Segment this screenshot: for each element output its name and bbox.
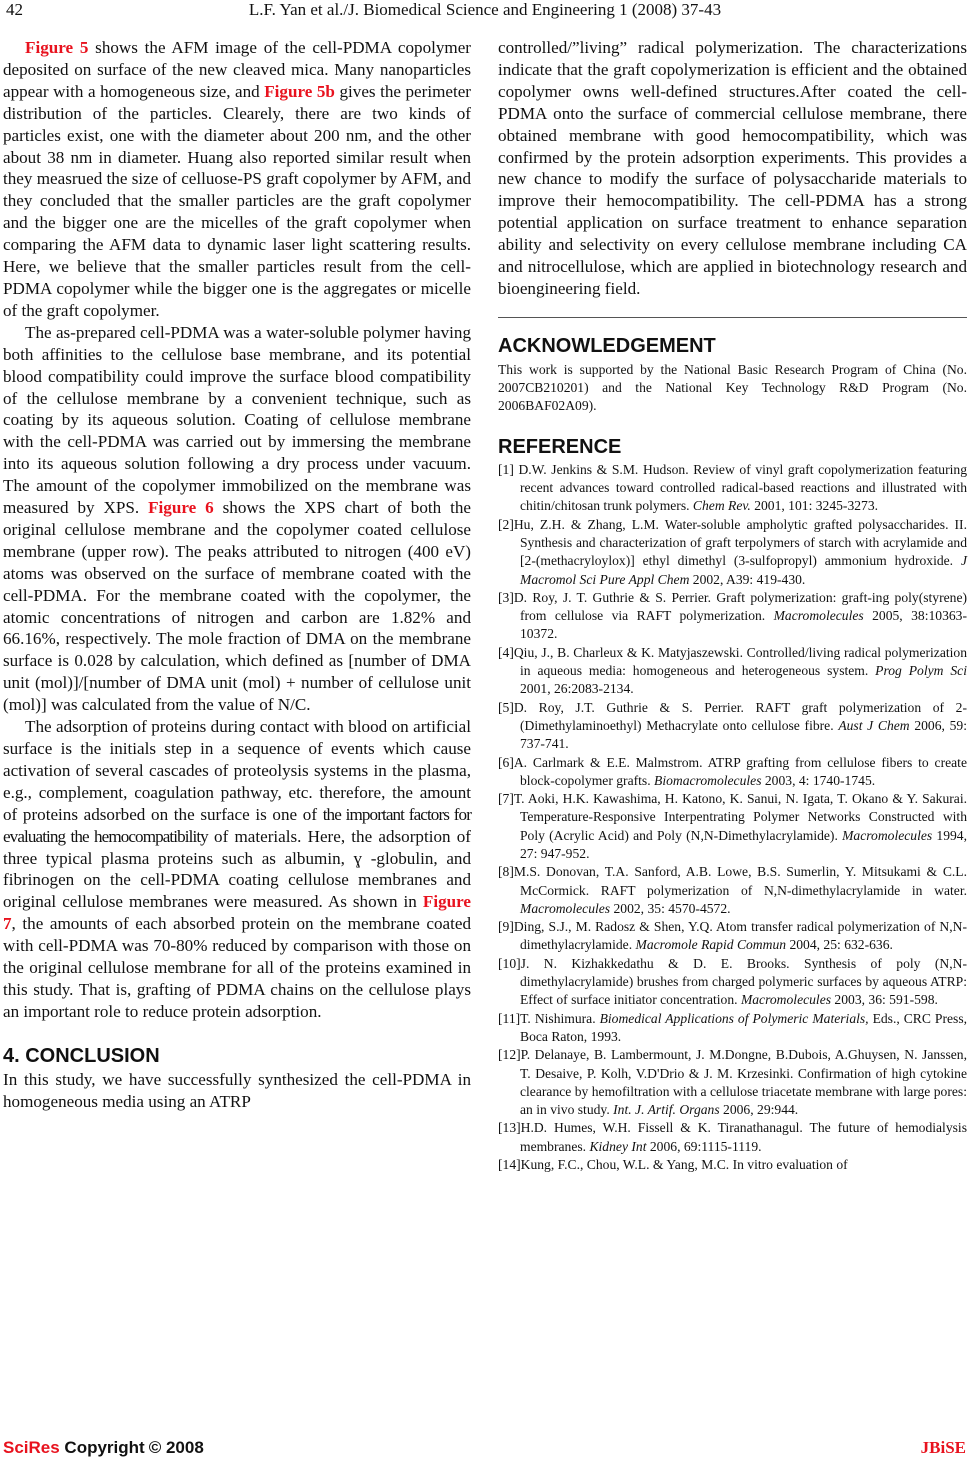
paragraph-text: The adsorption of proteins during contact with blood on artificial surface is the initials step in a sequence of events which cause activation of several cascades of proteolysis systems in the plasma, e.g., complement, coagulation pathway, etc. therefore, the amount of proteins adsorbed on the surface is one of bbox=[3, 717, 471, 824]
reference-item bbox=[498, 1156, 967, 1174]
figure-5-link[interactable]: Figure 5 bbox=[25, 38, 89, 57]
paragraph-text: gives the perimeter distribution of the particles. Clearely, there are two kinds of particles exist, one with the diameter about 200 nm, and the other about 38 nm in diameter. Huang also reported similar result when they measrued the size of celluose-PS graft copolymer by AFM, and they concluded that the smaller particles are the graft copolymer and the bigger one are the micelles of the graft copolymer when comparing the AFM data to dynamic laser light scattering results. Here, we believe that the smaller particles result from the cell-PDMA copolymer while the bigger one is the aggregates or micelle of the graft copolymer. bbox=[3, 81, 471, 320]
reference-text: [11]T. Nishimura. bbox=[498, 1010, 600, 1026]
paragraph-coating bbox=[3, 322, 471, 716]
reference-item bbox=[498, 863, 967, 918]
reference-item bbox=[498, 516, 967, 589]
paragraph-text: shows the XPS chart of both the original cellulose membrane and the copolymer coated cellulose membrane (upper row). The peaks attributed to nitrogen (400 eV) atoms was observed on the surface of membrane coated with the cell-PDMA. For the membrane coated with the copolymer, the atomic concentrations of nitrogen and carbon are 1.82% and 66.16%, respectively. The mole fraction of DMA on the membrane surface is 0.028 by calculation, which defined as [number of DMA unit (mol)]/[number of DMA unit (mol) + number of cellulose unit (mol)] was calculated from the value of N/C. bbox=[3, 498, 471, 715]
reference-text: [8]M.S. Donovan, T.A. Sanford, A.B. Lowe, B.S. Sumerlin, Y. Mitsukami & C.L. McCormick. RAFT polymerization of N,N-dimethylacrylamide in water. bbox=[498, 864, 967, 898]
figure-6-link[interactable]: Figure 6 bbox=[148, 498, 214, 518]
reference-text: [2]Hu, Z.H. & Zhang, L.M. Water-soluble ampholytic grafted polysaccharides. II. Synthesis and characterization of graft terpolymers of starch with acrylamide and [2-(methacryloylox)] ethyl dimethyl (3-sulfopropyl) ammonium hydroxide. bbox=[498, 516, 967, 569]
reference-journal: Macromolecules bbox=[740, 992, 832, 1008]
figure-7-link[interactable]: Figure 7 bbox=[3, 892, 471, 934]
paragraph-text: the important factors for evaluating the hemocompatibility bbox=[3, 804, 472, 846]
reference-item bbox=[498, 790, 967, 863]
reference-journal: Macromolecules bbox=[842, 827, 933, 843]
conclusion-continued: controlled/”living” radical polymerization. The characterizations indicate that the graft copolymerization is efficient and the obtained copolymer owns well-defined structures.After coated the cell-PDMA onto the surface of commercial cellulose membrane, there obtained membrane with good hemocompatibility, which was confirmed by the protein adsorption experiments. This provides a new chance to modify the surface of polysaccharide materials to improve their hemocompatibility. The cell-PDMA has a strong potential application on surface treatment to enhance separation ability and selectivity on every cellulose membrane including CA and nitrocellulose, which are applied in biotechnology research and bioengineering field. bbox=[498, 38, 967, 298]
reference-text: 2005, 38:10363-10372. bbox=[520, 608, 967, 642]
reference-text: 2006, 59: 737-741. bbox=[520, 717, 967, 752]
reference-journal: J Macromol Sci Pure Appl Chem bbox=[520, 553, 967, 587]
reference-item bbox=[498, 754, 967, 791]
reference-text: [14]Kung, F.C., Chou, W.L. & Yang, M.C. In vitro evaluation of bbox=[498, 1157, 848, 1173]
reference-text: 1994, 27: 947-952. bbox=[520, 827, 967, 861]
reference-text: [12]P. Delanaye, B. Lambermount, J. M.Dongne, B.Dubois, A.Ghuysen, N. Janssen, T. Desaive, P. Kolh, V.D'Drio & J. M. Krzesinki. Confirmation of high cytokine clearance by hemofiltration with a cellulose triacetate membrane with large pores: an in vivo study. bbox=[498, 1047, 967, 1118]
reference-text: [4]Qiu, J., B. Charleux & K. Matyjaszewski. Controlled/living radical polymerization in aqueous media: homogeneous and heterogeneous system. bbox=[498, 644, 967, 679]
journal-abbreviation: JBiSE bbox=[920, 1438, 966, 1457]
section-divider bbox=[498, 317, 967, 318]
reference-text: Eds., CRC Press, Boca Raton, 1993. bbox=[520, 1010, 968, 1044]
paragraph-afm bbox=[3, 37, 471, 322]
reference-text: [5]D. Roy, J.T. Guthrie & S. Perrier. RAFT graft polymerization of 2-(Dimethylaminoethyl) Methacrylate onto cellulose fibre. bbox=[498, 699, 967, 733]
publisher-brand bbox=[3, 1438, 204, 1458]
reference-item bbox=[498, 644, 967, 699]
reference-journal: Macromole Rapid Commun bbox=[635, 937, 787, 953]
running-head: L.F. Yan et al./J. Biomedical Science and Engineering 1 (2008) 37-43 bbox=[248, 0, 722, 19]
reference-journal: Prog Polym Sci bbox=[875, 663, 967, 679]
reference-item bbox=[498, 1119, 967, 1156]
figure-5b-link[interactable]: Figure 5b bbox=[264, 81, 335, 101]
reference-item bbox=[498, 1010, 967, 1047]
paragraph-text: , the amounts of each absorbed protein on the membrane coated with cell-PDMA was 70-80% reduced by comparison with those on the original cellulose membrane for all of the proteins examined in this study. That is, grafting of PDMA chains on the cellulose plays an important role to reduce protein adsorption. bbox=[3, 914, 471, 1021]
conclusion-heading: 4. CONCLUSION bbox=[3, 1044, 160, 1067]
reference-item bbox=[498, 699, 967, 754]
right-column bbox=[498, 37, 967, 1174]
reference-text: 2004, 25: 632-636. bbox=[786, 937, 893, 953]
paragraph-adsorption bbox=[3, 716, 471, 1023]
page-footer bbox=[0, 1438, 970, 1460]
copyright-label: Copyright bbox=[59, 1438, 145, 1457]
reference-text: [9]Ding, S.J., M. Radosz & Shen, Y.Q. Atom transfer radical polymerization of N,N-dimethylacrylamide. bbox=[498, 919, 967, 953]
acknowledgement-text: This work is supported by the National Basic Research Program of China (No. 2007CB210201) and the National Key Technology R&D Program (No. 2006BAF02A09). bbox=[498, 361, 967, 414]
reference-list bbox=[498, 461, 967, 1175]
reference-text: 2003, 4: 1740-1745. bbox=[761, 772, 876, 788]
reference-text: 2002, 35: 4570-4572. bbox=[610, 900, 731, 916]
reference-text: [3]D. Roy, J. T. Guthrie & S. Perrier. Graft polymerization: graft-ing poly(styrene) from cellulose via RAFT polymerization. bbox=[498, 589, 967, 624]
reference-text: 2001, 101: 3245-3273. bbox=[750, 498, 879, 514]
reference-journal: Biomacromolecules bbox=[654, 772, 762, 788]
paragraph-text: of materials. Here, the adsorption of three typical plasma proteins such as albumin, ɣ -globulin, and fibrinogen on the cell-PDMA coating cellulose membranes and original cellulose membranes were measured. As shown in bbox=[3, 826, 471, 912]
reference-text: 2002, A39: 419-430. bbox=[689, 571, 806, 587]
reference-text: 2003, 36: 591-598. bbox=[831, 992, 938, 1008]
reference-text: [7]T. Aoki, H.K. Kawashima, H. Katono, K. Sanui, N. Igata, T. Okano & Y. Sakurai. Temperature-Responsive Interpentrating Polymer Networks Constructed with Poly (Acrylic Acid) and Poly (N,N-Dimethylacrylamide). bbox=[498, 791, 967, 843]
reference-journal: Kidney Int bbox=[589, 1138, 647, 1154]
reference-item bbox=[498, 918, 967, 955]
reference-item bbox=[498, 1046, 967, 1119]
reference-journal: Aust J Chem bbox=[838, 717, 910, 733]
reference-item bbox=[498, 955, 967, 1010]
publisher-name: SciRes bbox=[3, 1438, 60, 1457]
reference-text: [10]J. N. Kizhakkedathu & D. E. Brooks. Synthesis of poly (N,N-dimethylacrylamide) brushes from charged polymeric surfaces by aqueous ATRP: Effect of surface initiator concentration. bbox=[498, 955, 967, 1008]
reference-text: 2006, 29:944. bbox=[719, 1102, 799, 1118]
copyright-year: © 2008 bbox=[148, 1438, 204, 1457]
conclusion-paragraph: In this study, we have successfully synthesized the cell-PDMA in homogeneous media using an ATRP bbox=[3, 1069, 471, 1111]
reference-item bbox=[498, 589, 967, 644]
reference-journal: Chem Rev. bbox=[692, 498, 751, 514]
reference-text: [1] D.W. Jenkins & S.M. Hudson. Review of vinyl graft copolymerization featuring recent advances toward controlled radical-based reactions and illustrated with chitin/chitosan trunk polymers. bbox=[498, 461, 967, 514]
paragraph-text: shows the AFM image of the cell-PDMA copolymer deposited on surface of the new cleaved mica. Many nanoparticles appear with a homogeneous size, and bbox=[3, 38, 471, 101]
reference-item bbox=[498, 461, 967, 516]
reference-heading: REFERENCE bbox=[498, 435, 622, 458]
reference-text: [6]A. Carlmark & E.E. Malmstrom. ATRP grafting from cellulose fibers to create block-copolymer grafts. bbox=[498, 754, 967, 788]
reference-journal: Biomedical Applications of Polymeric Materials, bbox=[599, 1010, 869, 1026]
reference-journal: Int. J. Artif. Organs bbox=[613, 1102, 720, 1118]
reference-journal: Macromolecules bbox=[520, 900, 611, 916]
page-number: 42 bbox=[6, 0, 23, 19]
paragraph-text: The as-prepared cell-PDMA was a water-soluble polymer having both affinities to the cellulose base membrane, and its potential blood compatibility could improve the surface blood compatibility of the cellulose membrane by a convenient technique, such as coating by its aqueous solution. Coating of cellulose membrane with the cell-PDMA was carried out by immersing the membrane into its aqueous solution following a dry process under vacuum. The amount of the copolymer immobilized on the membrane was measured by XPS. bbox=[3, 322, 471, 518]
reference-text: 2006, 69:1115-1119. bbox=[646, 1138, 762, 1154]
reference-text: [13]H.D. Humes, W.H. Fissell & K. Tiranathanagul. The future of hemodialysis membranes. bbox=[498, 1120, 967, 1154]
reference-text: 2001, 26:2083-2134. bbox=[520, 681, 634, 697]
acknowledgement-heading: ACKNOWLEDGEMENT bbox=[498, 334, 716, 357]
page-header bbox=[0, 0, 970, 22]
reference-journal: Macromolecules bbox=[773, 608, 864, 624]
left-column bbox=[3, 37, 471, 1113]
